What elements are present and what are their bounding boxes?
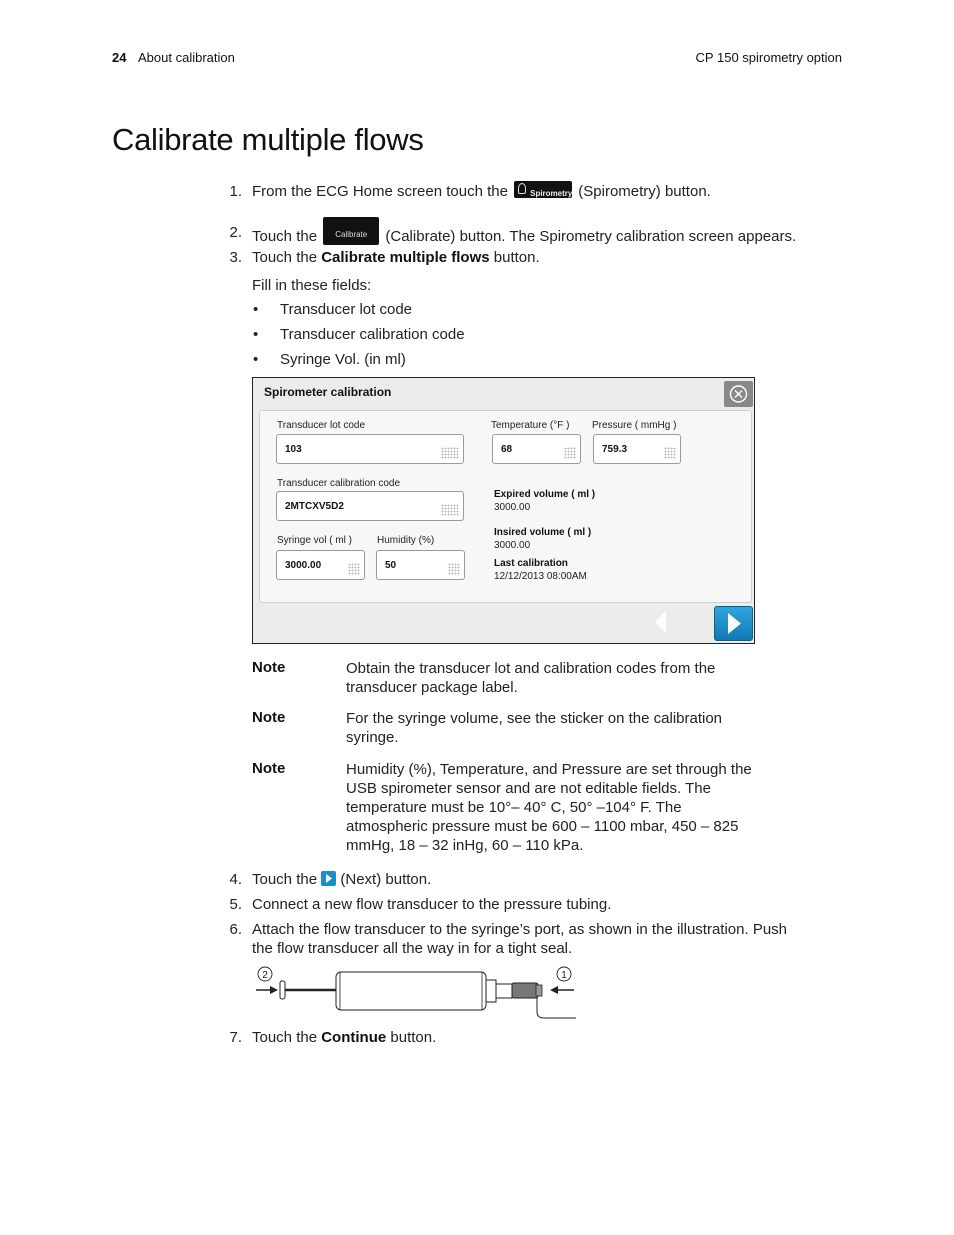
close-icon: [724, 381, 753, 407]
note-text: Obtain the transducer lot and calibration codes from the transducer package label.: [346, 660, 716, 696]
spirometry-button[interactable]: Spirometry: [514, 181, 572, 198]
syringe-vol-label: Syringe vol ( ml ): [277, 535, 353, 546]
keypad-icon: [441, 447, 459, 459]
note-label: Note: [252, 659, 286, 676]
running-header-section: About calibration: [138, 50, 235, 65]
list-item: • Transducer calibration code: [253, 326, 465, 343]
step-7: 7. Touch the Continue button.: [229, 1029, 437, 1046]
transducer-cal-field[interactable]: 2MTCXV5D2: [276, 491, 464, 521]
keypad-icon: [441, 504, 459, 516]
list-item: • Transducer lot code: [253, 301, 413, 318]
keypad-icon: [348, 563, 360, 575]
page-number: 24: [112, 50, 127, 65]
last-calibration-value: 12/12/2013 08:00AM: [494, 571, 587, 582]
syringe-illustration: [252, 962, 582, 1024]
step-4: 4. Touch the (Next) button.: [229, 871, 432, 888]
transducer-lot-label: Transducer lot code: [277, 420, 366, 431]
next-button[interactable]: [714, 606, 753, 641]
next-button-inline[interactable]: [321, 871, 336, 886]
step-6: 6. Attach the flow transducer to the syringe’s port, as shown in the illustration. Push: [229, 921, 788, 938]
person-icon: [518, 183, 526, 194]
running-header-product: CP 150 spirometry option: [695, 50, 842, 65]
next-arrow-icon: [715, 607, 752, 640]
next-arrow-icon: [321, 871, 336, 886]
expired-volume-value: 3000.00: [494, 502, 531, 513]
syringe-vol-field[interactable]: 3000.00: [276, 550, 365, 580]
fill-instruction: Fill in these fields:: [252, 277, 372, 294]
note-label: Note: [252, 760, 286, 777]
calibrate-button[interactable]: Calibrate: [323, 217, 379, 245]
transducer-lot-field[interactable]: 103: [276, 434, 464, 464]
callout-label-1: 1: [561, 970, 567, 981]
step-6-continued: the flow transducer all the way in for a tight seal.: [252, 940, 573, 957]
humidity-field: 50: [376, 550, 465, 580]
note-label: Note: [252, 709, 286, 726]
temperature-label: Temperature (°F ): [491, 420, 570, 431]
transducer-cal-label: Transducer calibration code: [277, 478, 401, 489]
keypad-icon: [448, 563, 460, 575]
insired-volume-label: Insired volume ( ml ): [494, 527, 592, 538]
humidity-label: Humidity (%): [377, 535, 435, 546]
keypad-icon: [664, 447, 676, 459]
calibration-panel: [259, 410, 752, 603]
note-text: For the syringe volume, see the sticker on the calibration syringe.: [346, 710, 723, 746]
list-item: • Syringe Vol. (in ml): [253, 351, 406, 368]
step-3: 3. Touch the Calibrate multiple flows button.: [229, 249, 540, 266]
pressure-label: Pressure ( mmHg ): [592, 420, 677, 431]
step-1: 1. From the ECG Home screen touch the Spirometry (Spirometry) button.: [252, 182, 711, 201]
insired-volume-value: 3000.00: [494, 540, 531, 551]
close-button[interactable]: [724, 381, 753, 407]
temperature-field: 68: [492, 434, 581, 464]
spirometer-calibration-screen: [252, 377, 755, 644]
note-text: Humidity (%), Temperature, and Pressure are set through the USB spirometer sensor and are not editable fields. The temperature must be 10°– 40° C, 50° –104° F. The atmospheric pressure must be 600 – 1100 mbar, 450 – 825 mmHg, 18 – 32 inHg, 60 – 110 kPa.: [346, 761, 752, 854]
step-5: 5. Connect a new flow transducer to the pressure tubing.: [229, 896, 612, 913]
step-2: 2. Touch the Calibrate (Calibrate) button. The Spirometry calibration screen appears.: [252, 223, 796, 251]
callout-label-2: 2: [262, 970, 268, 981]
screen-title: Spirometer calibration: [264, 385, 392, 399]
page-title: Calibrate multiple flows: [112, 122, 424, 157]
pressure-field: 759.3: [593, 434, 681, 464]
back-arrow-icon: [650, 607, 672, 637]
expired-volume-label: Expired volume ( ml ): [494, 489, 596, 500]
keypad-icon: [564, 447, 576, 459]
last-calibration-label: Last calibration: [494, 558, 568, 569]
